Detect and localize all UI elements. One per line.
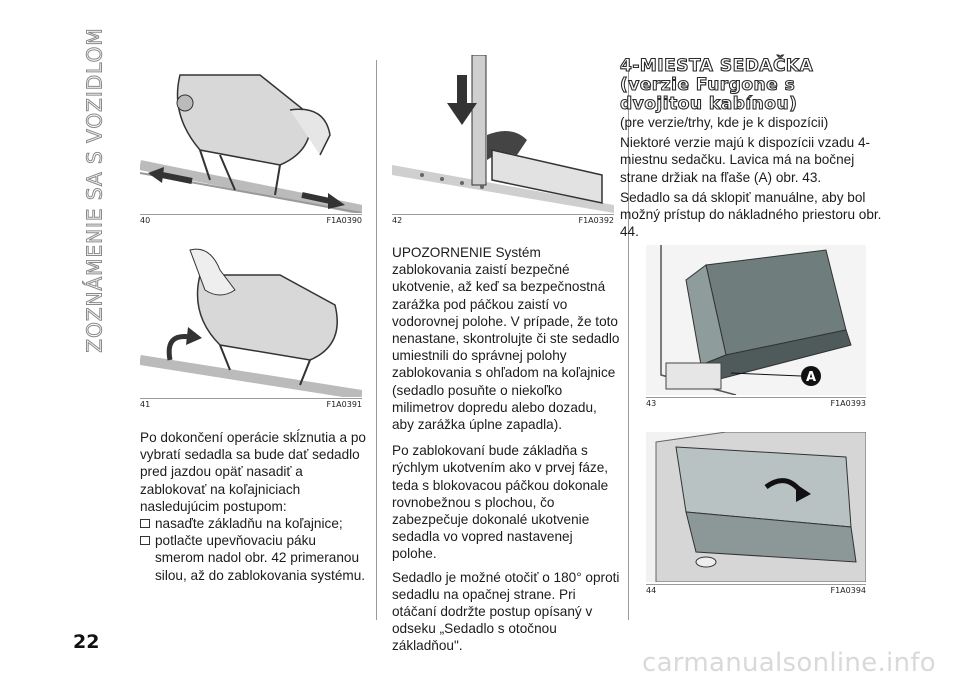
- warning-paragraph: UPOZORNENIE Systém zablokovania zaistí bezpečné ukotvenie, až keď sa bezpečnostná zarážka pod páčkou zaistí vo vodorovnej polohe. V prípade, že toto nenastane, skontrolujte či ste sedadlo umiestnili do správnej polohy zablokovania s ohľadom na koľajnice (sedadlo posuňte o niekoľko milimetrov dopredu alebo dozadu, aby zarážka úplne zapadla).: [392, 245, 620, 433]
- column-divider-left: [376, 60, 377, 620]
- figure-44-code: F1A0394: [830, 586, 866, 595]
- watermark: carmanualsonline.info: [641, 648, 936, 678]
- figure-43-rule: [646, 397, 866, 398]
- section-side-title: ZOZNÁMENIE SA S VOZIDLOM: [83, 27, 108, 353]
- figure-42-rule: [392, 214, 614, 215]
- figure-42-number: 42: [392, 216, 403, 225]
- figure-41-seat-lever-illustration: [140, 245, 362, 397]
- figure-43-rear-bench-illustration: [646, 245, 866, 395]
- figure-44-rule: [646, 584, 866, 585]
- figure-41-number: 41: [140, 400, 151, 409]
- figure-42-code: F1A0392: [578, 216, 614, 225]
- column-1-paragraph: Po dokončení operácie skĺznutia a po vybratí sedadla sa bude dať sedadlo pred jazdou opäť nasadiť a zablokovať na koľajniciach nasledujúcim postupom:: [140, 430, 366, 514]
- column-3-text: [620, 114, 882, 246]
- figure-43-number: 43: [646, 399, 657, 408]
- section-heading: 4-MIESTA SEDAČKA (verzie Furgone s dvojitou kabínou): [620, 56, 814, 114]
- bullet-item: potlačte upevňovaciu páku smerom nadol obr. 42 primeranou silou, až do zablokovania systému.: [140, 532, 366, 584]
- column-2-paragraph: Sedadlo je možné otočiť o 180° oproti sedadlu na opačnej strane. Pri otáčaní dodržte postup opísaný v odseku „Sedadlo s otočnou základňou".: [392, 569, 620, 654]
- marker-a-label: A: [805, 370, 817, 385]
- figure-40-seat-sliding-illustration: [140, 55, 362, 213]
- column-3-paragraph: Niektoré verzie majú k dispozícii vzadu 4-miestnu sedačku. Lavica má na bočnej strane držiak na fľaše (A) obr. 43.: [620, 135, 871, 185]
- bullet-item: nasaďte základňu na koľajnice;: [140, 515, 366, 532]
- column-3-paragraph: Sedadlo sa dá sklopiť manuálne, aby bol možný prístup do nákladného priestoru obr. 44.: [620, 189, 882, 240]
- column-2-text: [392, 244, 620, 661]
- figure-40-rule: [140, 214, 362, 215]
- bullet-box-icon: [140, 519, 150, 528]
- figure-40-code: F1A0390: [326, 216, 362, 225]
- availability-note: (pre verzie/trhy, kde je k dispozícii): [620, 115, 829, 130]
- bullet-box-icon: [140, 536, 150, 545]
- page-number: 22: [73, 631, 100, 653]
- figure-43-code: F1A0393: [830, 399, 866, 408]
- figure-41-code: F1A0391: [326, 400, 362, 409]
- figure-44-number: 44: [646, 586, 657, 595]
- column-1-text: [140, 429, 366, 584]
- figure-44-folded-bench-illustration: [646, 432, 866, 582]
- figure-42-lever-push-illustration: [392, 55, 614, 213]
- figure-41-rule: [140, 398, 362, 399]
- column-2-paragraph: Po zablokovaní bude základňa s rýchlym ukotvením ako v prvej fáze, teda s blokovacou páčkou dokonale rovnobežnou s plochou, čo zabezpečuje dokonalé ukotvenie sedadla vo vopred nastavenej polohe.: [392, 443, 609, 562]
- figure-40-number: 40: [140, 216, 151, 225]
